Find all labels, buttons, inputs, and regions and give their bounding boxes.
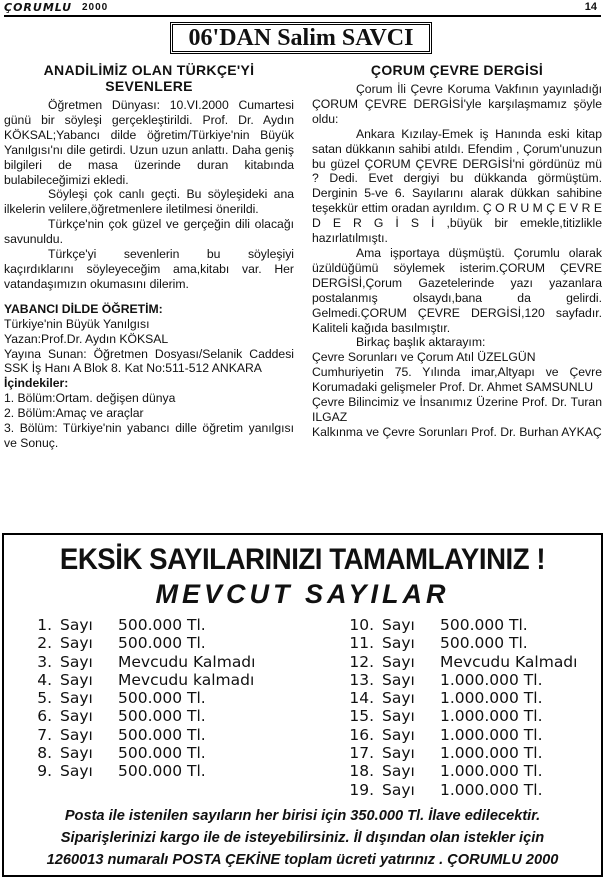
right-paragraph-4: Birkaç başlık aktarayım:	[356, 335, 486, 350]
issue-label: Sayı	[382, 616, 415, 634]
issue-label: Sayı	[60, 744, 93, 763]
left-article	[4, 62, 294, 451]
issue-price: 500.000 Tl.	[440, 616, 528, 634]
issue-row	[22, 689, 322, 707]
issues-list-right	[344, 616, 604, 799]
page-header	[4, 0, 601, 16]
issue-number: 4.	[37, 670, 52, 689]
issue-price: 500.000 Tl.	[118, 744, 206, 763]
issue-row	[22, 726, 322, 744]
book-heading: YABANCI DİLDE ÖĞRETİM:	[4, 301, 163, 316]
issue-price: 1.000.000 Tl.	[440, 744, 543, 763]
issue-label: Sayı	[60, 725, 93, 744]
issue-row	[344, 671, 604, 689]
issue-row	[22, 707, 322, 725]
issue-label: Sayı	[60, 616, 93, 634]
author-banner	[170, 22, 432, 54]
issue-row	[22, 653, 322, 671]
book-publisher: Yayına Sunan: Öğretmen Dosyası/Selanik Caddesi SSK İş Hanı A Blok 8. Kat No:511-512 ANKARA	[4, 346, 294, 376]
contents-item: 3. Bölüm: Türkiye'nin yabancı dille öğretim yanılgısı ve Sonuç.	[4, 421, 294, 450]
issue-label: Sayı	[60, 689, 93, 708]
left-paragraph-1: Öğretmen Dünyası: 10.VI.2000 Cumartesi günü bir söyleşi gerçekleştirildi. Prof. Dr. Aydın KÖKSAL;Yabancı dilde öğretim/Türkiye'nin Büyük Yanılgısı'nı dile getirdi. Uzun uzun anlattı. Daha geniş bilgileri de masa üzerinde duran kitabında bulabileceğimizi ekledi.	[4, 98, 294, 187]
issue-number: 7.	[37, 725, 52, 744]
advert-note-payment: 1260013 numaralı POSTA ÇEKİNE toplam ücreti yatırınız . ÇORUMLU 2000	[46, 852, 559, 868]
issue-row	[344, 634, 604, 652]
issues-list-left	[22, 616, 322, 781]
issue-price: 1.000.000 Tl.	[440, 762, 543, 781]
issue-price: 1.000.000 Tl.	[440, 725, 543, 744]
headline-item: Çevre Sorunları ve Çorum Atıl ÜZELGÜN	[312, 350, 536, 365]
issue-row	[344, 689, 604, 707]
issue-label: Sayı	[60, 707, 93, 726]
book-subtitle: Türkiye'nin Büyük Yanılgısı	[4, 316, 150, 331]
advert-note-cargo: Siparişlerinizi kargo ile de isteyebilirsiniz. İl dışından olan istekler için	[60, 830, 545, 846]
issue-number: 9.	[37, 762, 52, 781]
header-rule	[4, 15, 601, 17]
issue-row	[344, 707, 604, 725]
issue-row	[344, 762, 604, 780]
right-article	[312, 62, 602, 440]
issue-price: 500.000 Tl.	[118, 616, 206, 634]
contents-heading: İçindekiler:	[4, 376, 69, 391]
issue-price: 500.000 Tl.	[118, 689, 206, 708]
issue-price: 1.000.000 Tl.	[440, 689, 543, 708]
issue-price: 500.000 Tl.	[118, 725, 206, 744]
issue-label: Sayı	[382, 689, 415, 708]
issue-label: Sayı	[382, 780, 415, 799]
left-paragraph-4: Türkçe'yi sevenlerin bu söyleşiyi kaçırdıklarını söyleyeceğim ama,kitabı var. Her vatandaşımızın okumasını dilerim.	[4, 247, 294, 291]
issue-number: 3.	[37, 652, 52, 671]
contents-item: 2. Bölüm:Amaç ve araçlar	[4, 406, 144, 421]
issue-number: 15.	[349, 707, 374, 726]
headline-item: Cumhuriyetin 75. Yılında imar,Altyapı ve Çevre Korumadaki gelişmeler Prof. Dr. Ahmet SAMSUNLU	[312, 365, 602, 395]
issue-label: Sayı	[382, 634, 415, 653]
issue-number: 14.	[349, 689, 374, 708]
issue-label: Sayı	[382, 707, 415, 726]
issue-number: 11.	[349, 634, 374, 653]
issue-row	[344, 616, 604, 634]
page-number: 14	[584, 1, 597, 13]
issue-number: 6.	[37, 707, 52, 726]
issue-price: 500.000 Tl.	[118, 634, 206, 653]
issue-label: Sayı	[382, 744, 415, 763]
publication-logo: ÇORUMLU	[4, 1, 73, 14]
advert-title: EKSİK SAYILARINIZI TAMAMLAYINIZ !	[59, 543, 546, 576]
issue-price: Mevcudu kalmadı	[118, 670, 255, 689]
issue-row	[22, 616, 322, 634]
issue-label: Sayı	[60, 634, 93, 653]
issue-row	[22, 634, 322, 652]
book-author: Yazan:Prof.Dr. Aydın KÖKSAL	[4, 331, 169, 346]
issue-label: Sayı	[382, 725, 415, 744]
issue-price: 1.000.000 Tl.	[440, 670, 543, 689]
issue-number: 2.	[37, 634, 52, 653]
spacer	[4, 292, 294, 302]
issue-number: 8.	[37, 744, 52, 763]
issue-price: Mevcudu Kalmadı	[118, 652, 256, 671]
contents-item: 1. Bölüm:Ortam. değişen dünya	[4, 391, 176, 406]
issue-label: Sayı	[382, 762, 415, 781]
issue-number: 10.	[349, 616, 374, 634]
issue-label: Sayı	[382, 670, 415, 689]
issue-number: 18.	[349, 762, 374, 781]
issue-row	[344, 744, 604, 762]
right-paragraph-3: Ama işportaya düşmüştü. Çorumlu olarak üzüldüğümü söylemek isterim.ÇORUM ÇEVRE DERGİSİ,Çorum Gazetelerinde yazı yazanlara postalanmış olsaydı,bana da gelirdi. Gelmedi.ÇORUM ÇEVRE DERGİSİ,120 sayfadır. Kaliteli kağıda basılmıştır.	[312, 245, 602, 335]
right-article-title: ÇORUM ÇEVRE DERGİSİ	[370, 62, 544, 78]
issue-row	[344, 781, 604, 799]
author-banner-text: 06'DAN Salim SAVCI	[188, 25, 414, 51]
issue-number: 1.	[37, 616, 52, 634]
issue-price: 500.000 Tl.	[118, 707, 206, 726]
issue-price: 500.000 Tl.	[118, 762, 206, 781]
issue-number: 16.	[349, 725, 374, 744]
advert-subtitle: MEVCUT SAYILAR	[155, 579, 450, 609]
issue-label: Sayı	[60, 762, 93, 781]
left-title-line2: SEVENLERE	[105, 78, 193, 94]
issue-label: Sayı	[60, 670, 93, 689]
issue-row	[22, 671, 322, 689]
left-article-title	[4, 62, 294, 94]
left-title-line1: ANADİLİMİZ OLAN TÜRKÇE'Yİ	[43, 62, 255, 78]
headline-item: Kalkınma ve Çevre Sorunları Prof. Dr. Burhan AYKAÇ	[312, 424, 602, 439]
issue-label: Sayı	[60, 652, 93, 671]
issue-number: 13.	[349, 670, 374, 689]
left-paragraph-2: Söyleşi çok canlı geçti. Bu söyleşideki ana ilkelerin velilere,öğretmenlere iletilmesi önerildi.	[4, 187, 294, 217]
right-paragraph-1: Çorum İli Çevre Koruma Vakfının yayınladığı ÇORUM ÇEVRE DERGİSİ'yle karşılaşmamız şöyle oldu:	[312, 82, 602, 126]
issue-label: Sayı	[382, 652, 415, 671]
left-paragraph-3: Türkçe'nin çok güzel ve gerçeğin dili olacağı savunuldu.	[4, 217, 294, 247]
issue-number: 5.	[37, 689, 52, 708]
issue-number: 19.	[349, 780, 374, 799]
issue-row	[22, 744, 322, 762]
issue-price: 1.000.000 Tl.	[440, 780, 543, 799]
issue-number: 17.	[349, 744, 374, 763]
advert-note-postage: Posta ile istenilen sayıların her birisi için 350.000 Tl. İlave edilecektir.	[64, 808, 541, 824]
issue-row	[344, 653, 604, 671]
advertisement-box	[2, 533, 603, 877]
issue-price: 500.000 Tl.	[440, 634, 528, 653]
issue-number: 12.	[349, 652, 374, 671]
issue-row	[344, 726, 604, 744]
issue-price: Mevcudu Kalmadı	[440, 652, 578, 671]
publication-year: 2000	[82, 2, 109, 13]
issue-price: 1.000.000 Tl.	[440, 707, 543, 726]
right-paragraph-2: Ankara Kızılay-Emek iş Hanında eski kitap satan dükkanın sahibi atıldı. Efendim , Çorum'unuzun bu güzel ÇORUM ÇEVRE DERGİSİ'ni gördünüz mü ? Dedi. Evet dergiyi bu dükkanda görmüştüm. Derginin 5-ve 6. Sayılarını alarak dükkan sahibine teşekkür ettim oradan ayrıldım. Ç O R U M Ç E V R E D E R G İ S İ ,büyük bir emekle,titizlikle hazırlatılmıştı.	[312, 126, 602, 246]
headline-item: Çevre Bilincimiz ve İnsanımız Üzerine Prof. Dr. Turan ILGAZ	[312, 395, 602, 424]
issue-row	[22, 762, 322, 780]
